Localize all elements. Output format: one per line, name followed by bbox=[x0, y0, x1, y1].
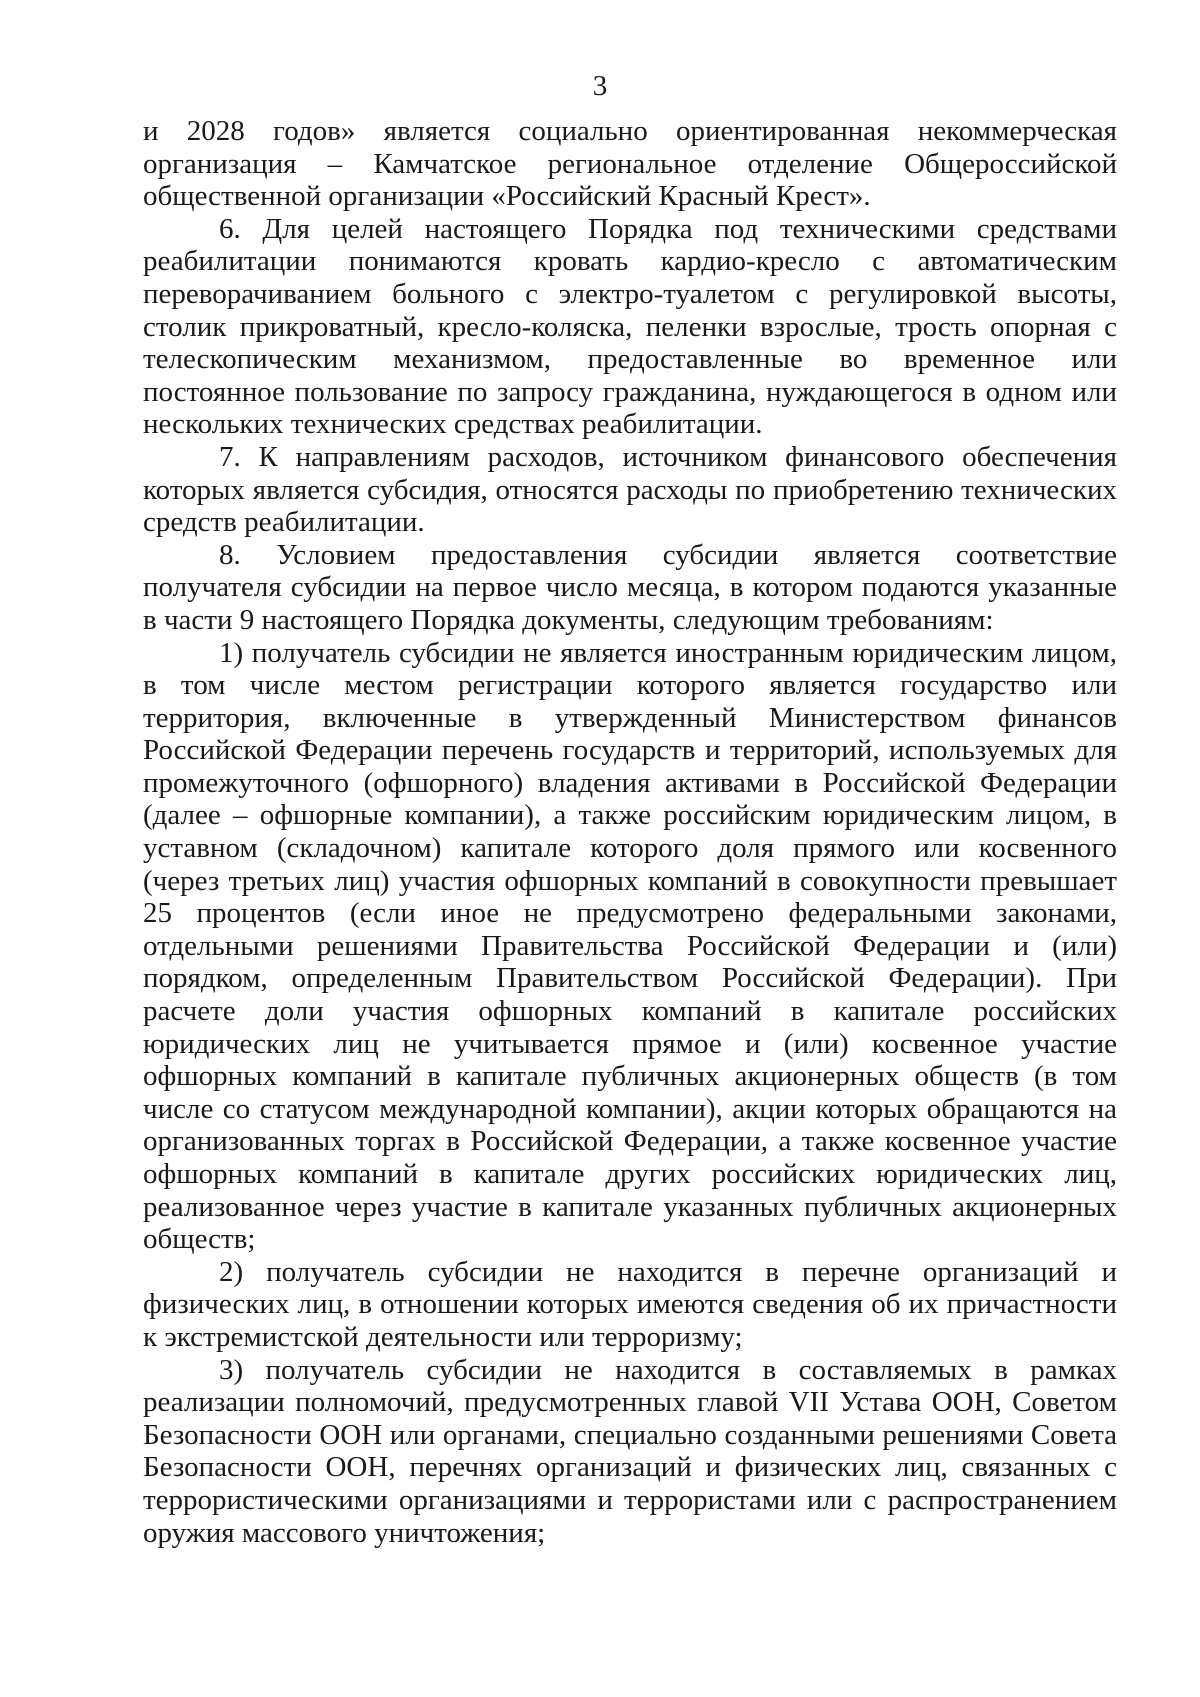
paragraph-6: 6. Для целей настоящего Порядка под техническими средствами реабилитации понимаются кровать кардио-кресло с автоматическим переворачиванием больного с электро-туалетом с регулировкой высоты, столик прикроватный, кресло-коляска, пеленки взрослые, трость опорная с телескопическим механизмом, предоставленные во временное или постоянное пользование по запросу гражданина, нуждающегося в одном или нескольких технических средствах реабилитации. bbox=[143, 212, 1117, 441]
page-number: 3 bbox=[592, 70, 608, 102]
paragraph-8-item-3: 3) получатель субсидии не находится в составляемых в рамках реализации полномочий, предусмотренных главой VII Устава ООН, Советом Безопасности ООН или органами, специально созданными решениями Совета Безопасности ООН, перечнях организаций и физических лиц, связанных с террористическими организациями и террористами или с распространением оружия массового уничтожения; bbox=[143, 1353, 1117, 1549]
paragraph-continuation: и 2028 годов» является социально ориентированная некоммерческая организация – Камчатское региональное отделение Общероссийской общественной организации «Российский Красный Крест». bbox=[143, 115, 1117, 213]
paragraph-8-item-1: 1) получатель субсидии не является иностранным юридическим лицом, в том числе местом регистрации которого является государство или территория, включенные в утвержденный Министерством финансов Российской Федерации перечень государств и территорий, используемых для промежуточного (офшорного) владения активами в Российской Федерации (далее – офшорные компании), а также российским юридическим лицом, в уставном (складочном) капитале которого доля прямого или косвенного (через третьих лиц) участия офшорных компаний в совокупности превышает 25 процентов (если иное не предусмотрено федеральными законами, отдельными решениями Правительства Российской Федерации и (или) порядком, определенным Правительством Российской Федерации). При расчете доли участия офшорных компаний в капитале российских юридических лиц не учитывается прямое и (или) косвенное участие офшорных компаний в капитале публичных акционерных обществ (в том числе со статусом международной компании), акции которых обращаются на организованных торгах в Российской Федерации, а также косвенное участие офшорных компаний в капитале других российских юридических лиц, реализованное через участие в капитале указанных публичных акционерных обществ; bbox=[143, 636, 1117, 1256]
document-body bbox=[143, 115, 1117, 1549]
paragraph-7: 7. К направлениям расходов, источником финансового обеспечения которых является субсидия, относятся расходы по приобретению технических средств реабилитации. bbox=[143, 440, 1117, 539]
paragraph-8: 8. Условием предоставления субсидии является соответствие получателя субсидии на первое число месяца, в котором подаются указанные в части 9 настоящего Порядка документы, следующим требованиям: bbox=[143, 538, 1117, 636]
paragraph-8-item-2: 2) получатель субсидии не находится в перечне организаций и физических лиц, в отношении которых имеются сведения об их причастности к экстремистской деятельности или терроризму; bbox=[143, 1255, 1117, 1353]
